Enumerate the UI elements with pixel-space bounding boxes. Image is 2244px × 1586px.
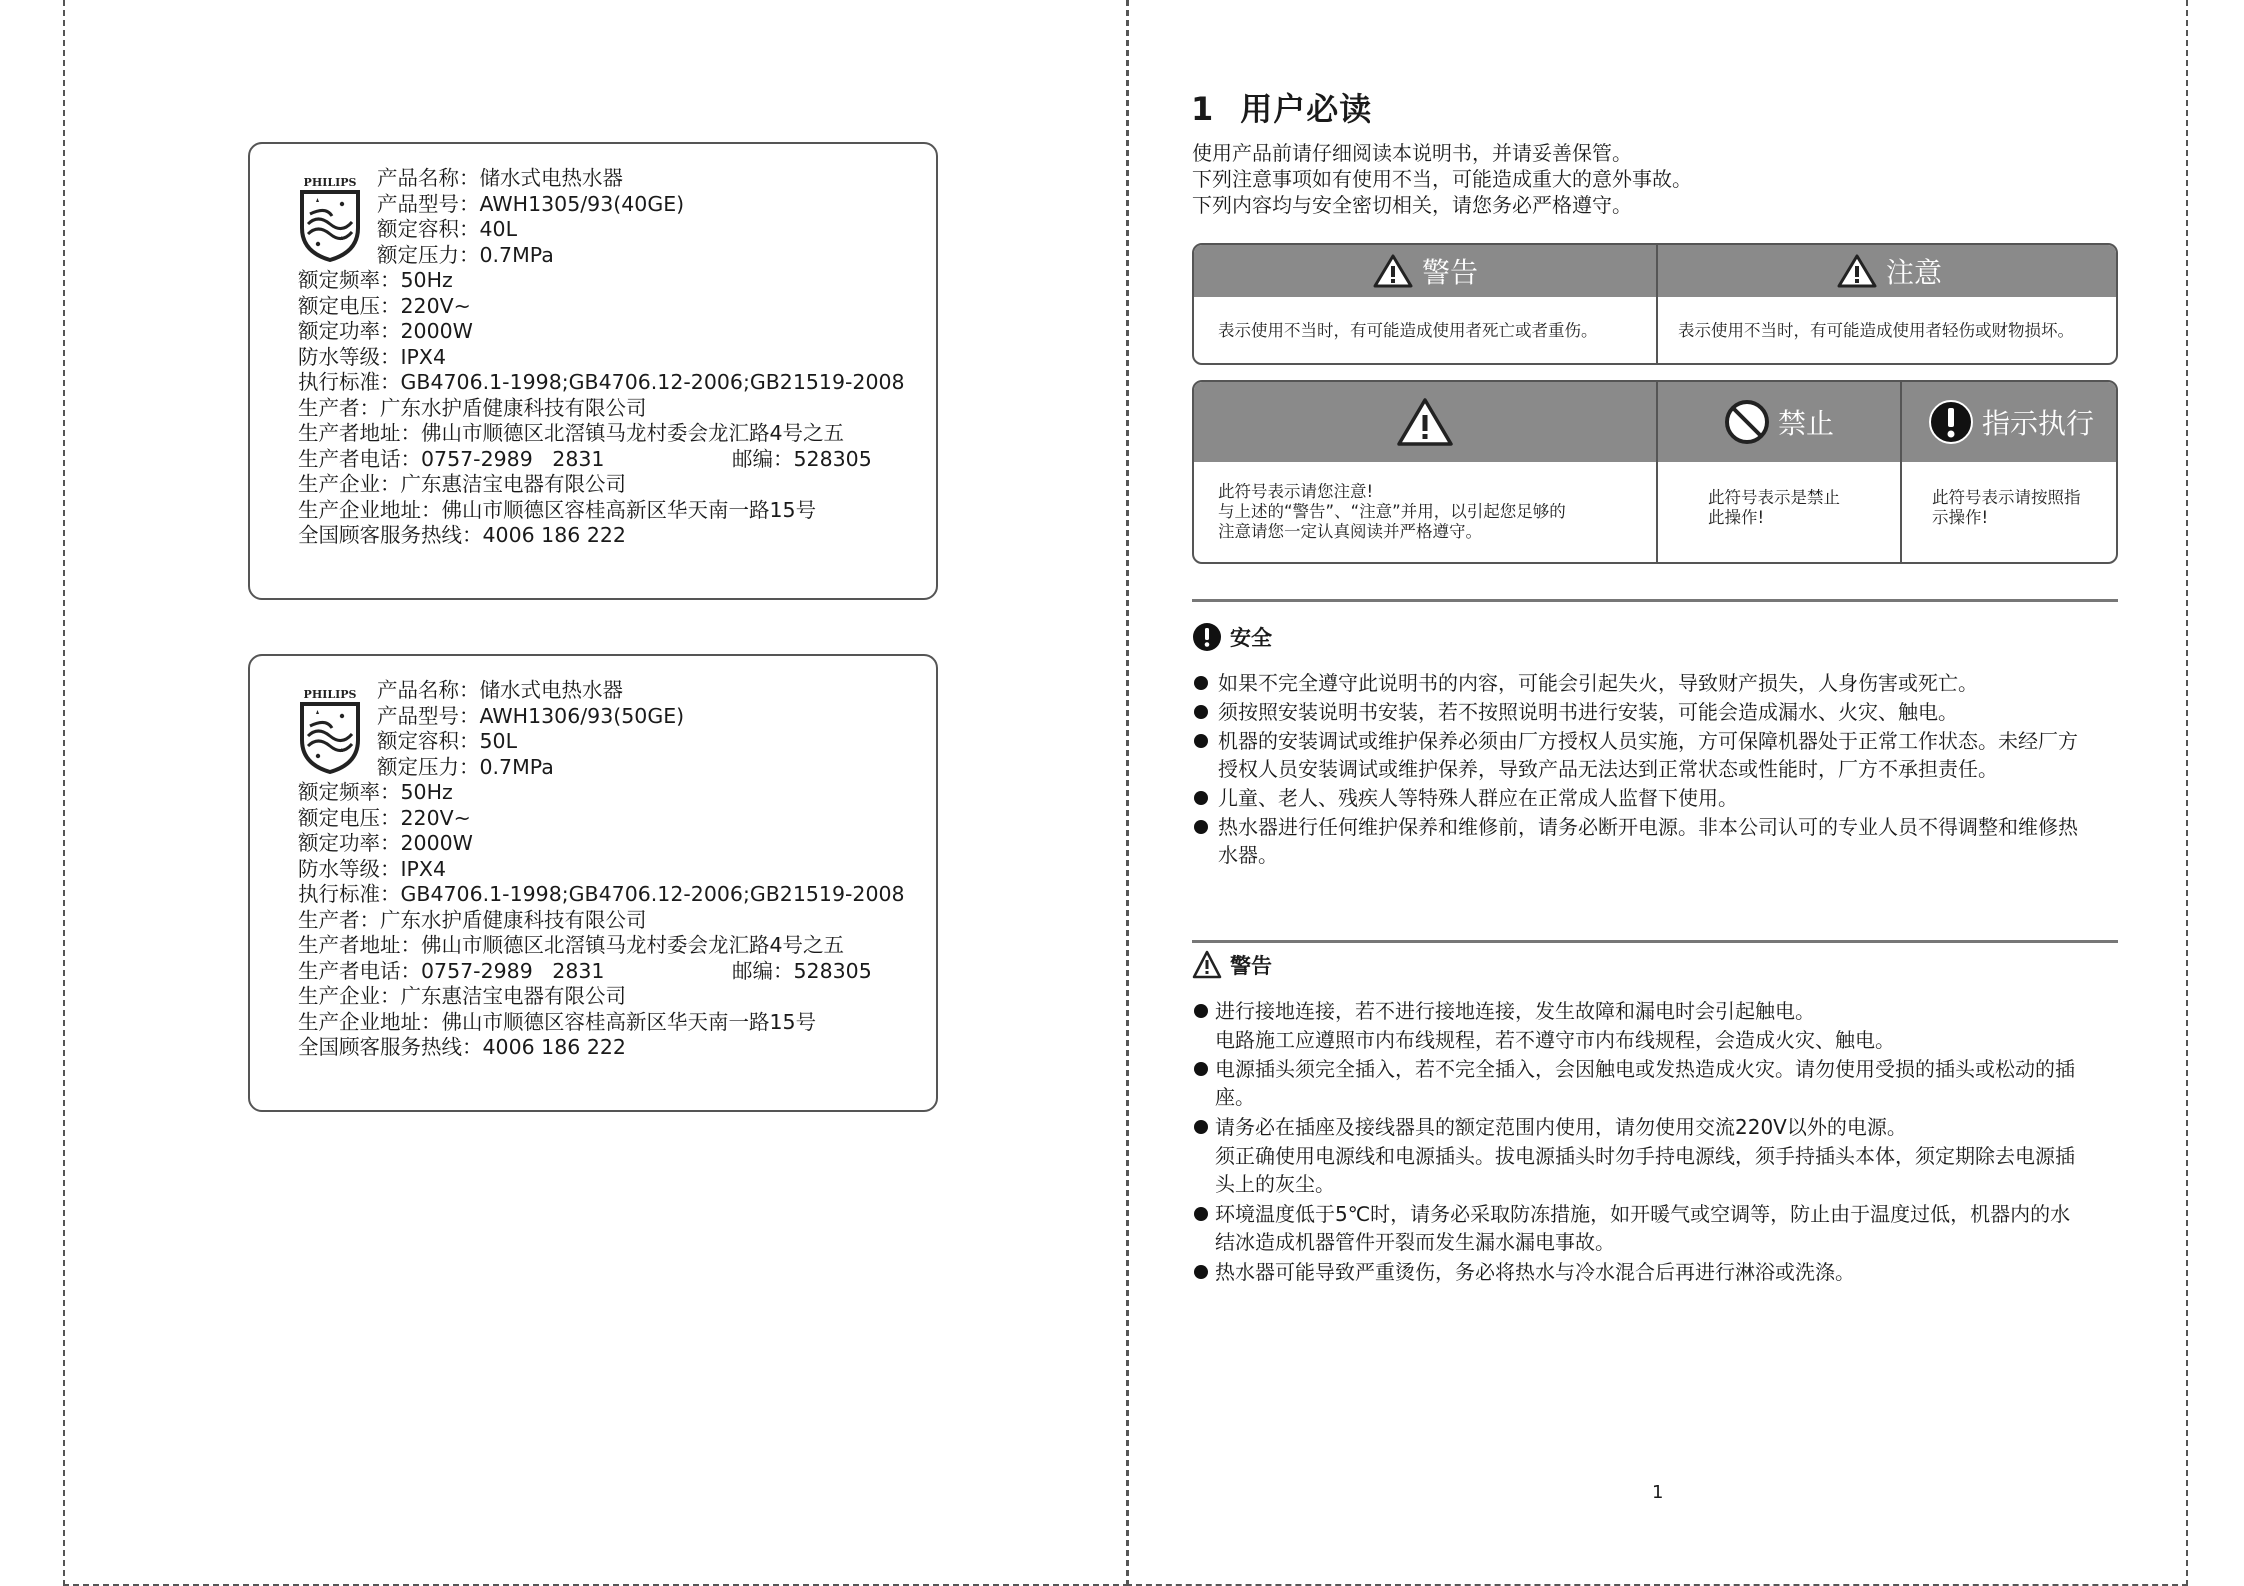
spec-line: 产品型号：AWH1305/93(40GE)	[377, 191, 685, 216]
spec-line: 生产企业：广东惠洁宝电器有限公司	[298, 984, 626, 1008]
warning-item: 进行接地连接，若不进行接地连接，发生故障和漏电时会引起触电。	[1215, 999, 1815, 1023]
spec-label-50l	[248, 654, 938, 1112]
spec-line: 生产者地址：佛山市顺德区北滘镇马龙村委会龙汇路4号之五	[298, 933, 845, 957]
warning-item-continued: 头上的灰尘。	[1215, 1172, 1335, 1196]
bullet	[1194, 1004, 1208, 1018]
intro-line: 下列内容均与安全密切相关，请您务必严格遵守。	[1192, 193, 1632, 217]
bullet	[1194, 1207, 1208, 1221]
spec-line: 执行标准：GB4706.1-1998;GB4706.12-2006;GB21519-2008	[298, 370, 905, 394]
spec-line: 生产企业地址：佛山市顺德区容桂高新区华天南一路15号	[298, 1009, 817, 1034]
spec-line: 生产企业地址：佛山市顺德区容桂高新区华天南一路15号	[298, 497, 817, 522]
spec-line: 生产者：广东水护盾健康科技有限公司	[298, 907, 647, 932]
warning-triangle-icon	[1192, 950, 1222, 980]
mandatory-exclamation-icon	[1928, 399, 1974, 445]
symbol-table-warning-caution	[1192, 243, 2118, 365]
warning-section-title	[1192, 950, 1272, 980]
spec-line: 额定压力：0.7MPa	[377, 242, 554, 267]
desc-line: 此操作!	[1708, 508, 1765, 527]
section-divider	[1192, 599, 2118, 602]
spec-line: 额定频率：50Hz	[298, 780, 453, 804]
bullet	[1194, 1120, 1208, 1134]
bullet	[1194, 820, 1208, 834]
spec-line	[298, 959, 878, 985]
prohibit-label: 禁止	[1777, 407, 1834, 440]
logo-text: PHILIPS	[303, 176, 357, 189]
prohibit-description	[1708, 488, 1840, 528]
prohibit-header	[1658, 382, 1900, 462]
mandatory-header	[1902, 382, 2118, 462]
spec-line: 产品名称：储水式电热水器	[377, 166, 623, 190]
section-title: 用户必读	[1240, 90, 1373, 128]
bullet	[1194, 676, 1208, 690]
spec-line: 生产者地址：佛山市顺德区北滘镇马龙村委会龙汇路4号之五	[298, 421, 845, 445]
symbol-table-meanings	[1192, 380, 2118, 564]
spec-line: 额定功率：2000W	[298, 319, 473, 343]
safety-item-continued: 授权人员安装调试或维护保养，导致产品无法达到正常状态或性能时，厂方不承担责任。	[1218, 757, 1998, 781]
spec-line: 额定频率：50Hz	[298, 268, 453, 292]
bullet	[1194, 1265, 1208, 1279]
spec-line: 额定功率：2000W	[298, 831, 473, 855]
postal-code: 邮编：528305	[732, 446, 872, 471]
bullet	[1194, 1062, 1208, 1076]
spec-line: 额定电压：220V~	[298, 805, 471, 830]
warning-triangle-icon	[1372, 253, 1414, 289]
warning-title: 警告	[1230, 954, 1272, 978]
safety-title: 安全	[1230, 626, 1272, 650]
producer-phone: 生产者电话：0757-2989 2831	[298, 446, 605, 471]
safety-item: 如果不完全遵守此说明书的内容，可能会引起失火，导致财产损失，人身伤害或死亡。	[1218, 671, 1978, 695]
section-number: 1	[1191, 90, 1215, 128]
desc-line: 此符号表示是禁止	[1708, 488, 1840, 507]
spec-line: 执行标准：GB4706.1-1998;GB4706.12-2006;GB21519-2008	[298, 882, 905, 906]
spec-line	[298, 447, 878, 473]
attention-triangle-icon	[1396, 397, 1454, 447]
safety-section-title	[1192, 622, 1272, 652]
warning-label: 警告	[1421, 256, 1478, 289]
intro-line: 使用产品前请仔细阅读本说明书，并请妥善保管。	[1192, 141, 1632, 165]
page-number: 1	[1652, 1482, 1664, 1503]
spec-line: 产品名称：储水式电热水器	[377, 678, 623, 702]
warning-item-continued: 须正确使用电源线和电源插头。拔电源插头时勿手持电源线，须手持插头本体，须定期除去电源插	[1215, 1144, 2075, 1168]
desc-line: 此符号表示请按照指	[1932, 488, 2081, 507]
producer-phone: 生产者电话：0757-2989 2831	[298, 958, 605, 983]
desc-line: 与上述的“警告”、“注意”并用，以引起您足够的	[1218, 502, 1566, 521]
safety-item: 须按照安装说明书安装，若不按照说明书进行安装，可能会造成漏水、火灾、触电。	[1218, 700, 1958, 724]
spec-label-40l	[248, 142, 938, 600]
spec-line: 全国顾客服务热线：4006 186 222	[298, 1035, 626, 1059]
safety-item-continued: 水器。	[1218, 843, 1278, 867]
warning-item: 请务必在插座及接线器具的额定范围内使用，请勿使用交流220V以外的电源。	[1215, 1115, 1907, 1139]
spec-line: 额定容积：40L	[377, 217, 518, 241]
desc-line: 此符号表示请您注意!	[1218, 482, 1374, 501]
safety-exclamation-icon	[1192, 622, 1222, 652]
spec-line: 产品型号：AWH1306/93(50GE)	[377, 703, 685, 728]
spec-line: 防水等级：IPX4	[298, 856, 446, 881]
general-attention-description	[1218, 482, 1566, 542]
safety-item: 热水器进行任何维护保养和维修前，请务必断开电源。非本公司认可的专业人员不得调整和维修热	[1218, 815, 2078, 839]
spec-line: 生产企业：广东惠洁宝电器有限公司	[298, 472, 626, 496]
spec-line: 全国顾客服务热线：4006 186 222	[298, 523, 626, 547]
safety-item: 儿童、老人、残疾人等特殊人群应在正常成人监督下使用。	[1218, 786, 1738, 810]
spec-line: 防水等级：IPX4	[298, 344, 446, 369]
mandatory-label: 指示执行	[1981, 407, 2094, 440]
warning-header	[1194, 245, 1656, 297]
warning-item-continued: 电路施工应遵照市内布线规程，若不遵守市内布线规程，会造成火灾、触电。	[1215, 1028, 1895, 1052]
postal-code: 邮编：528305	[732, 958, 872, 983]
spec-line: 额定电压：220V~	[298, 293, 471, 318]
warning-item: 环境温度低于5℃时，请务必采取防冻措施，如开暖气或空调等，防止由于温度过低，机器内的水	[1215, 1202, 2071, 1226]
general-attention-header	[1194, 382, 1656, 462]
caution-label: 注意	[1885, 256, 1942, 289]
philips-shield-logo-icon	[296, 686, 364, 774]
bullet	[1194, 705, 1208, 719]
warning-item-continued: 座。	[1215, 1085, 1255, 1109]
warning-description: 表示使用不当时，有可能造成使用者死亡或者重伤。	[1218, 321, 1598, 340]
spec-line: 生产者：广东水护盾健康科技有限公司	[298, 395, 647, 420]
section-heading	[1191, 84, 1372, 130]
caution-triangle-icon	[1836, 253, 1878, 289]
caution-description: 表示使用不当时，有可能造成使用者轻伤或财物损坏。	[1678, 321, 2074, 340]
bullet	[1194, 734, 1208, 748]
spec-line: 额定容积：50L	[377, 729, 518, 753]
bullet	[1194, 791, 1208, 805]
philips-shield-logo-icon	[296, 174, 364, 262]
caution-header	[1658, 245, 2118, 297]
warning-item: 电源插头须完全插入，若不完全插入，会因触电或发热造成火灾。请勿使用受损的插头或松动的插	[1215, 1057, 2075, 1081]
section-divider	[1192, 940, 2118, 943]
warning-item-continued: 结冰造成机器管件开裂而发生漏水漏电事故。	[1215, 1230, 1615, 1254]
logo-text: PHILIPS	[303, 688, 357, 701]
warning-item: 热水器可能导致严重烫伤，务必将热水与冷水混合后再进行淋浴或洗涤。	[1215, 1260, 1855, 1284]
prohibit-icon	[1724, 399, 1770, 445]
safety-item: 机器的安装调试或维护保养必须由厂方授权人员实施，方可保障机器处于正常工作状态。未经厂方	[1218, 729, 2078, 753]
spec-line: 额定压力：0.7MPa	[377, 754, 554, 779]
intro-line: 下列注意事项如有使用不当，可能造成重大的意外事故。	[1192, 167, 1692, 191]
desc-line: 示操作!	[1932, 508, 1989, 527]
desc-line: 注意请您一定认真阅读并严格遵守。	[1218, 522, 1482, 541]
mandatory-description	[1932, 488, 2081, 528]
